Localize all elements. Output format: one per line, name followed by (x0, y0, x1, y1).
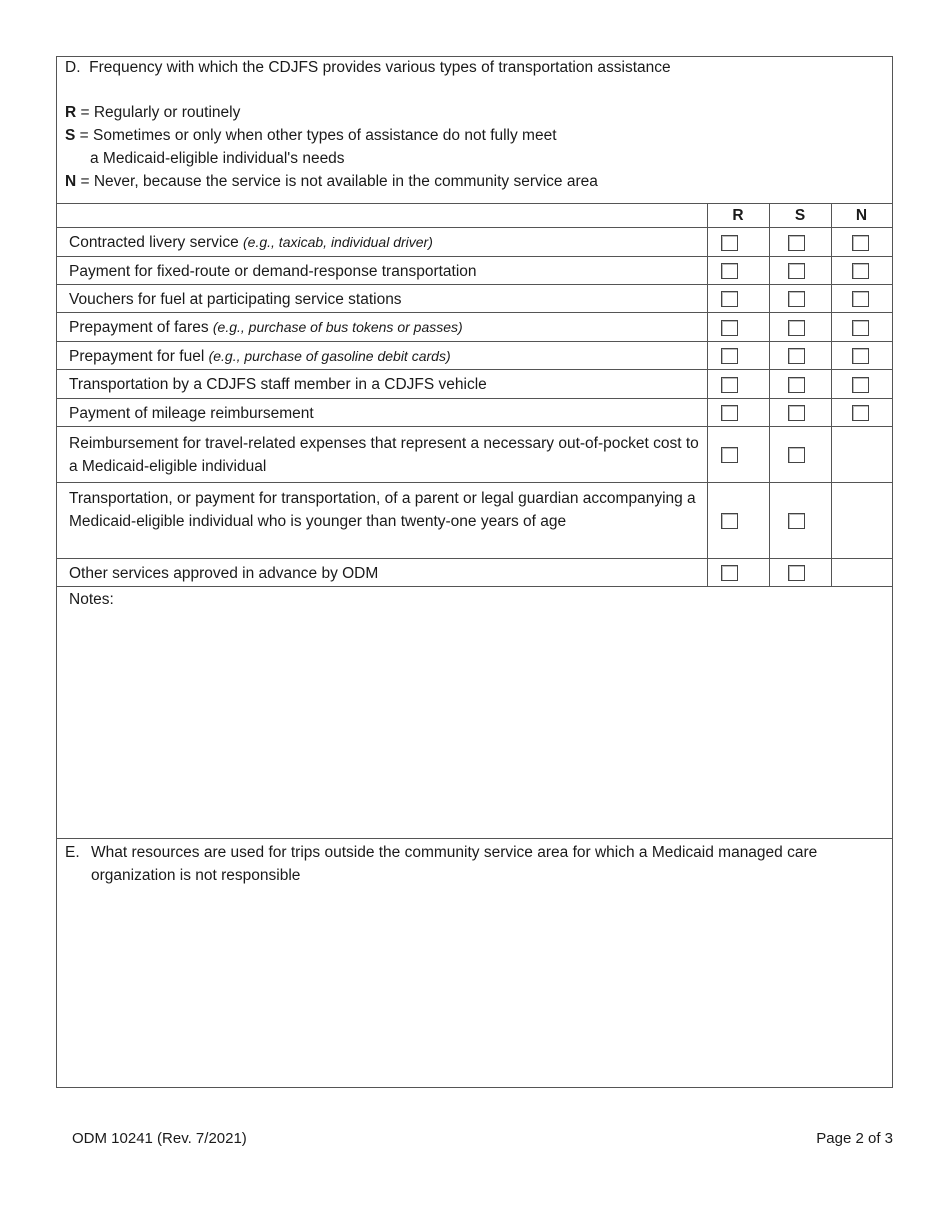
section-e[interactable] (57, 838, 892, 1088)
checkbox-r[interactable] (721, 291, 738, 307)
notes-area[interactable] (57, 586, 892, 839)
row-label: Payment for fixed-route or demand-response transportation (69, 262, 477, 280)
checkbox-s[interactable] (788, 565, 805, 581)
checkbox-s[interactable] (788, 320, 805, 336)
table-row (57, 482, 892, 558)
table-row (57, 369, 892, 398)
checkbox-r[interactable] (721, 447, 738, 463)
column-divider (769, 203, 770, 586)
legend-s-cont: a Medicaid-eligible individual's needs (90, 150, 345, 167)
checkbox-n[interactable] (852, 405, 869, 421)
form-frame (56, 56, 893, 1088)
form-id: ODM 10241 (Rev. 7/2021) (72, 1130, 247, 1147)
row-label: Transportation by a CDJFS staff member in a CDJFS vehicle (69, 376, 487, 393)
col-header-r: R (732, 207, 744, 224)
checkbox-r[interactable] (721, 263, 738, 279)
checkbox-s[interactable] (788, 291, 805, 307)
notes-label: Notes: (69, 591, 114, 608)
row-example-note: (e.g., purchase of bus tokens or passes) (212, 319, 463, 335)
section-e-question: E. What resources are used for trips outside the community service area for which a Medicaid managed care organization is not responsible (65, 844, 818, 884)
checkbox-r[interactable] (721, 320, 738, 336)
row-label: Contracted livery service (e.g., taxicab, individual driver) (69, 234, 433, 251)
row-label: Other services approved in advance by ODM (69, 564, 379, 582)
table-row (57, 341, 892, 369)
table-row (57, 426, 892, 482)
column-divider (707, 203, 708, 586)
checkbox-s[interactable] (788, 405, 805, 421)
checkbox-n[interactable] (852, 291, 869, 307)
legend-n: N = Never, because the service is not available in the community service area (65, 173, 598, 190)
row-example-note: (e.g., purchase of gasoline debit cards) (208, 347, 451, 364)
checkbox-n[interactable] (852, 348, 869, 364)
checkbox-n[interactable] (852, 377, 869, 393)
section-d-title: D. Frequency with which the CDJFS provides various types of transportation assistance (65, 59, 671, 76)
checkbox-s[interactable] (788, 235, 805, 251)
checkbox-s[interactable] (788, 447, 805, 463)
table-row (57, 284, 892, 312)
checkbox-r[interactable] (721, 377, 738, 393)
table-row (57, 398, 892, 426)
checkbox-r[interactable] (721, 348, 738, 364)
col-header-s: S (794, 207, 806, 224)
checkbox-s[interactable] (788, 513, 805, 529)
col-header-n: N (855, 207, 868, 224)
section-d-header (57, 57, 892, 203)
legend-r: R = Regularly or routinely (65, 104, 241, 121)
row-example-note: (e.g., taxicab, individual driver) (243, 234, 433, 250)
checkbox-r[interactable] (721, 565, 738, 581)
checkbox-r[interactable] (721, 405, 738, 421)
legend-s: S = Sometimes or only when other types of assistance do not fully meet (65, 127, 557, 144)
checkbox-n[interactable] (852, 235, 869, 251)
row-label: Prepayment for fuel (e.g., purchase of gasoline debit cards) (69, 347, 451, 365)
checkbox-n[interactable] (852, 320, 869, 336)
row-label: Vouchers for fuel at participating service stations (69, 290, 402, 308)
table-row (57, 256, 892, 284)
checkbox-n[interactable] (852, 263, 869, 279)
checkbox-r[interactable] (721, 235, 738, 251)
row-label: Transportation, or payment for transportation, of a parent or legal guardian accompanying a Medicaid-eligible individual who is younger than twenty-one years of age (69, 489, 696, 530)
row-label: Reimbursement for travel-related expenses that represent a necessary out-of-pocket cost to a Medicaid-eligible individual (69, 435, 699, 475)
checkbox-s[interactable] (788, 377, 805, 393)
checkbox-s[interactable] (788, 348, 805, 364)
column-divider (831, 203, 832, 586)
table-row (57, 558, 892, 586)
checkbox-r[interactable] (721, 513, 738, 529)
checkbox-s[interactable] (788, 263, 805, 279)
table-row (57, 227, 892, 256)
page-number: Page 2 of 3 (816, 1130, 893, 1147)
table-row (57, 312, 892, 341)
column-header-row (57, 203, 892, 228)
row-label: Payment of mileage reimbursement (69, 404, 314, 422)
row-label: Prepayment of fares (e.g., purchase of bus tokens or passes) (69, 319, 463, 336)
